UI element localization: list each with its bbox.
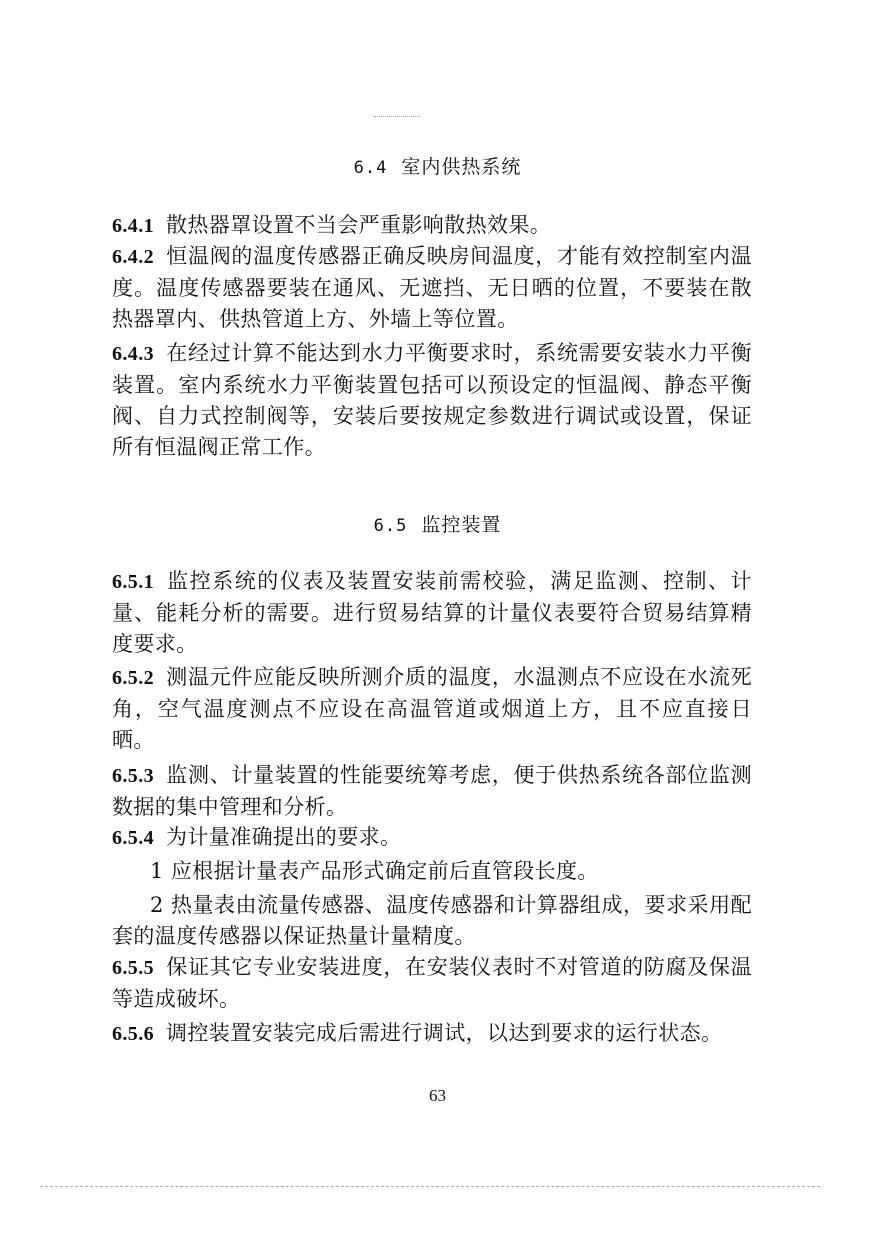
clause-text: 散热器罩设置不当会严重影响散热效果。 <box>166 213 552 237</box>
section-heading-6-5 <box>0 510 875 537</box>
clause-text: 在经过计算不能达到水力平衡要求时，系统需要安装水力平衡装置。室内系统水力平衡装置包括可以预设定的恒温阀、静态平衡阀、自力式控制阀等，安装后要按规定参数进行调试或设置，保证所有恒温阀正常工作。 <box>112 341 752 459</box>
clause-6-5-5 <box>112 952 752 1015</box>
clause-number: 6.5.4 <box>112 827 154 849</box>
clause-number: 6.5.2 <box>112 667 154 689</box>
clause-text: 测温元件应能反映所测介质的温度，水温测点不应设在水流死角，空气温度测点不应设在高温管道或烟道上方，且不应直接日晒。 <box>112 665 752 752</box>
clause-6-5-6 <box>112 1018 752 1050</box>
section-number: 6.5 <box>373 516 408 536</box>
clause-6-5-3 <box>112 760 752 823</box>
clause-6-4-3 <box>112 338 752 463</box>
clause-number: 6.4.2 <box>112 246 154 268</box>
clause-6-5-2 <box>112 662 752 756</box>
clause-number: 6.5.1 <box>112 571 154 593</box>
clause-text: 监测、计量装置的性能要统筹考虑，便于供热系统各部位监测数据的集中管理和分析。 <box>112 763 752 819</box>
clause-number: 6.5.5 <box>112 957 154 979</box>
clause-text: 调控装置安装完成后需进行调试，以达到要求的运行状态。 <box>166 1021 723 1045</box>
clause-text: 为计量准确提出的要求。 <box>166 825 402 849</box>
list-item-text: 2 热量表由流量传感器、温度传感器和计算器组成，要求采用配套的温度传感器以保证热量计量精度。 <box>112 893 752 948</box>
list-item-text: 1 应根据计量表产品形式确定前后直管段长度。 <box>150 859 599 883</box>
page-number: 63 <box>429 1086 446 1105</box>
clause-number: 6.5.6 <box>112 1023 154 1045</box>
clause-number: 6.4.3 <box>112 343 154 365</box>
clause-text: 保证其它专业安装进度，在安装仪表时不对管道的防腐及保温等造成破坏。 <box>112 955 752 1011</box>
clause-6-4-2 <box>112 241 752 335</box>
clause-text: 恒温阀的温度传感器正确反映房间温度，才能有效控制室内温度。温度传感器要装在通风、无遮挡、无日晒的位置，不要装在散热器罩内、供热管道上方、外墙上等位置。 <box>112 244 752 331</box>
clause-6-5-1 <box>112 566 752 660</box>
list-item-1 <box>112 856 752 887</box>
clause-number: 6.4.1 <box>112 215 154 237</box>
list-item-2 <box>112 890 752 952</box>
section-title: 室内供热系统 <box>401 156 522 178</box>
clause-6-5-4 <box>112 822 752 854</box>
clause-number: 6.5.3 <box>112 765 154 787</box>
section-number: 6.4 <box>353 158 388 178</box>
section-heading-6-4 <box>0 152 875 179</box>
clause-6-4-1 <box>112 210 752 242</box>
clause-text: 监控系统的仪表及装置安装前需校验，满足监测、控制、计量、能耗分析的需要。进行贸易结算的计量仪表要符合贸易结算精度要求。 <box>112 569 752 656</box>
scan-artifact <box>374 116 420 121</box>
scan-artifact-bottom <box>40 1186 820 1193</box>
section-title: 监控装置 <box>421 514 502 536</box>
